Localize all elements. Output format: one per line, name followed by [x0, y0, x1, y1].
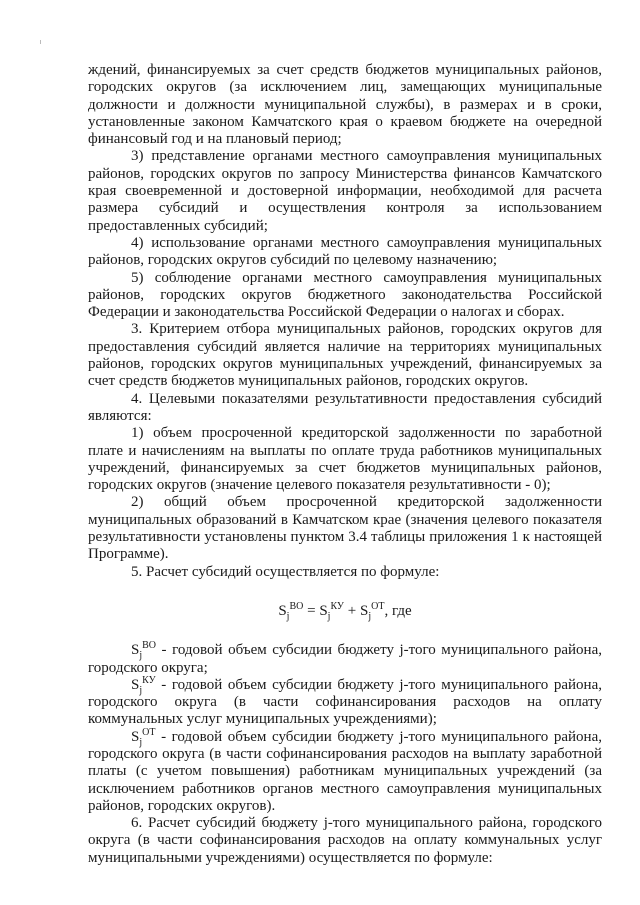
document-body [88, 62, 602, 867]
definition-s-vo: $S_j^{ВО}$ - годовой объем субсидии бюджету j-того муниципального района, городского округа; [88, 640, 602, 676]
paragraph-item-3: 3) представление органами местного самоуправления муниципальных районов, городских округов по запросу Министерства финансов Камчатского края своевременной и достоверной информации, необходимой для расчета размера субсидий и осуществления контроля за использованием предоставленных субсидий; [88, 148, 602, 234]
paragraph-section-5: 5. Расчет субсидий осуществляется по формуле: [131, 563, 440, 580]
paragraph-continuation: ждений, финансируемых за счет средств бюджетов муниципальных районов, городских округов (за исключением лиц, замещающих муниципальные должности и должности муниципальной службы), в размерах и в сроки, установленные законом Камчатского края о краевом бюджете на очередной финансовый год и на плановый период; [88, 62, 602, 148]
paragraph-indicator-2: 2) общий объем просроченной кредиторской задолженности муниципальных образований в Камчатском крае (значения целевого показателя результативности установлены пунктом 3.4 таблицы приложения 1 к настоящей Программе). [88, 494, 602, 563]
paragraph-section-6: 6. Расчет субсидий бюджету j-того муниципального района, городского округа (в части софинансирования расходов на оплату коммунальных услуг муниципальными учреждениями) осуществляется по формуле: [88, 815, 602, 866]
subsidy-formula: $S_j^{ВО} = S_j^{КУ} + S_j^{ОТ}$, где [278, 600, 412, 622]
definition-s-ku: $S_j^{КУ}$ - годовой объем субсидии бюджету j-того муниципального района, городского округа (в части софинансирования расходов на оплату коммунальных услуг муниципальных учреждениями); [88, 674, 602, 728]
paragraph-item-4: 4) использование органами местного самоуправления муниципальных районов, городских округов субсидий по целевому назначению; [88, 234, 602, 269]
paragraph-section-4: 4. Целевыми показателями результативности предоставления субсидий являются: [88, 390, 602, 424]
paragraph-item-5: 5) соблюдение органами местного самоуправления муниципальных районов, городских округов бюджетного законодательства Российской Федерации и законодательства Российской Федерации о налогах и сборах. [88, 269, 602, 321]
definition-s-ot: $S_j^{ОТ}$ - годовой объем субсидии бюджету j-того муниципального района, городского округа (в части софинансирования расходов на выплату заработной платы (с учетом повышения) работникам муниципальных учреждений (за исключением работников органов местного самоуправления муниципальных районов, городских округов). [88, 726, 602, 814]
paragraph-section-3: 3. Критерием отбора муниципальных районов, городских округов для предоставления субсидий является наличие на территориях муниципальных районов, городских округов муниципальных учреждений, финансируемых за счет средств бюджетов муниципальных районов, городских округов. [88, 321, 602, 390]
scan-mark [40, 40, 41, 44]
paragraph-indicator-1: 1) объем просроченной кредиторской задолженности по заработной плате и начислениям на выплаты по оплате труда работников муниципальных учреждений, финансируемых за счет бюджетов муниципальных районов, городских округов (значение целевого показателя результативности - 0); [88, 425, 602, 494]
